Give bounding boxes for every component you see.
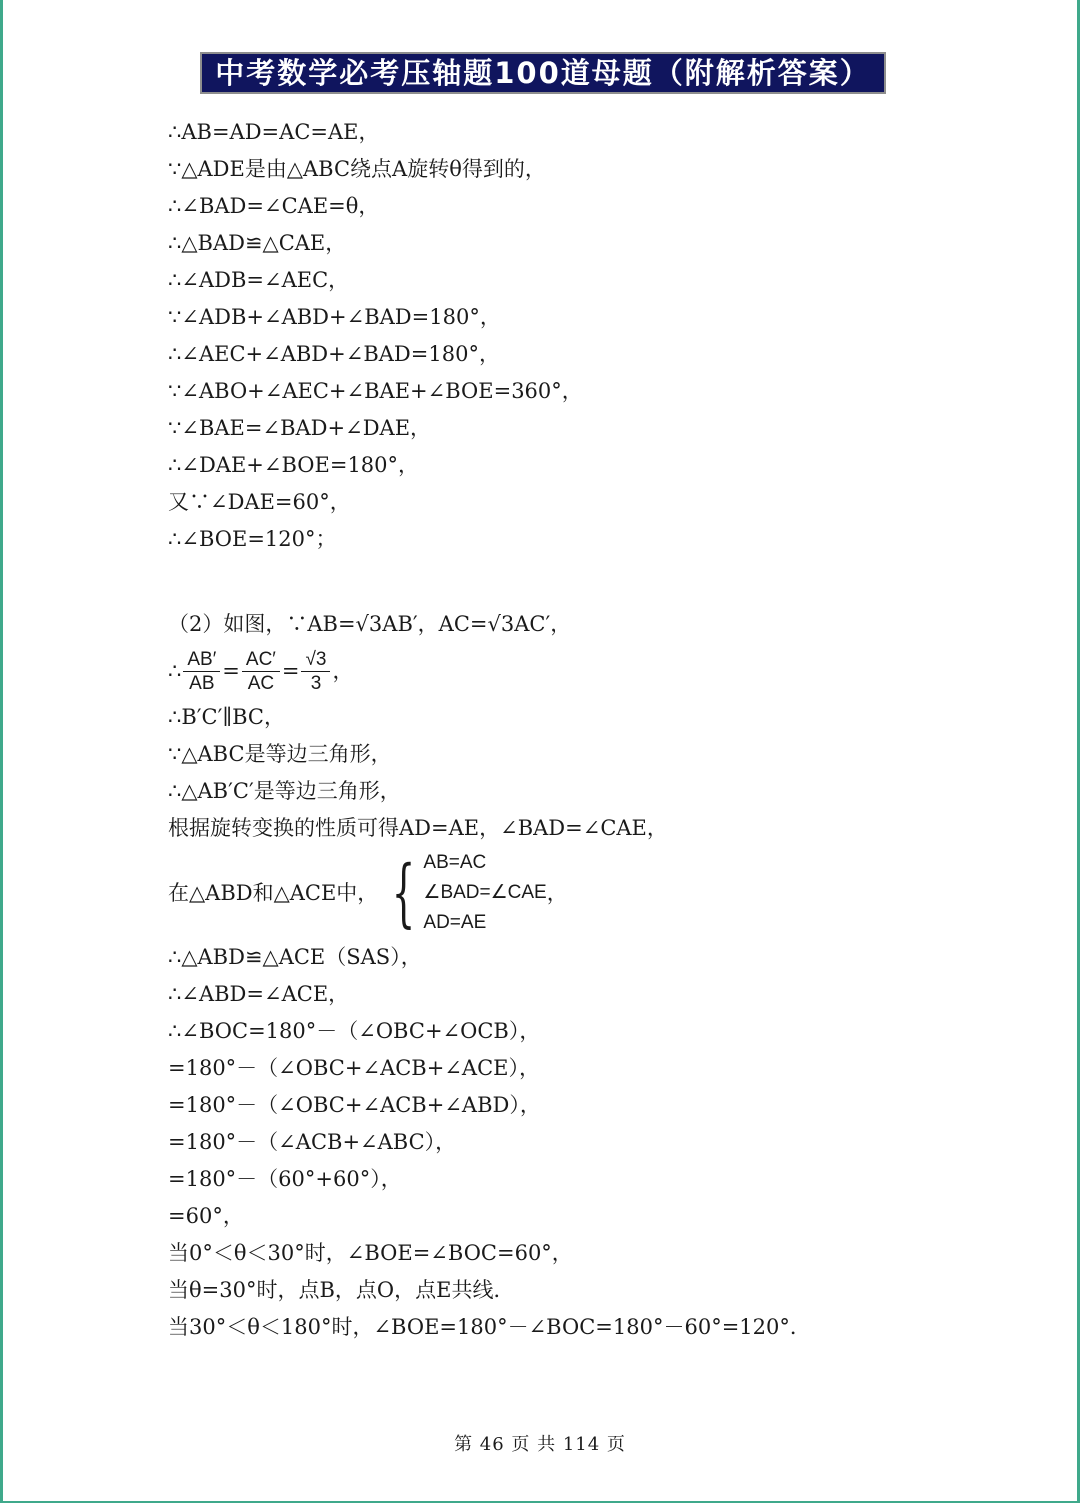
proof-line: ∴∠AEC+∠ABD+∠BAD=180°， xyxy=(168,342,500,366)
page-number: 第 46 页 共 114 页 xyxy=(454,1434,626,1455)
system-row: AD=AE xyxy=(423,912,487,933)
system-row: ∠BAD=∠CAE xyxy=(423,882,547,903)
proof-line: 当0°＜θ＜30°时，∠BOE=∠BOC=60°， xyxy=(168,1241,573,1265)
system-rows xyxy=(423,848,546,938)
proof-line: 又∵∠DAE=60°， xyxy=(168,490,351,514)
equation-system xyxy=(168,847,988,939)
proof-line: ∵△ADE是由△ABC绕点A旋转θ得到的， xyxy=(168,157,546,181)
proof-line: 根据旋转变换的性质可得AD=AE，∠BAD=∠CAE， xyxy=(168,816,668,840)
proof-line: ∵∠ADB+∠ABD+∠BAD=180°， xyxy=(168,305,501,329)
comma: ， xyxy=(332,658,354,683)
proof-line: ∴△AB′C′是等边三角形， xyxy=(168,779,401,803)
fraction-numerator: AC′ xyxy=(242,648,280,672)
proof-line: 当θ=30°时，点B，点O，点E共线． xyxy=(168,1278,515,1302)
brace-symbol: { xyxy=(392,850,416,936)
fraction-numerator: AB′ xyxy=(183,648,220,672)
section-gap xyxy=(168,558,988,606)
proof-line: ∴B′C′∥BC， xyxy=(168,705,285,729)
fraction-ab xyxy=(183,648,220,695)
fraction-denominator: 3 xyxy=(310,672,322,694)
proof-line: ∴AB=AD=AC=AE， xyxy=(168,120,380,144)
equals-sign: = xyxy=(281,658,300,683)
page-title: 中考数学必考压轴题100道母题（附解析答案） xyxy=(215,56,871,90)
proof-line: =180°－（60°+60°）， xyxy=(168,1167,402,1191)
proof-line: =180°－（∠ACB+∠ABC）， xyxy=(168,1130,457,1154)
solution-body xyxy=(168,114,988,1346)
proof-line: =60°， xyxy=(168,1204,244,1228)
comma: ， xyxy=(546,880,568,905)
part2-intro: （2）如图，∵AB=√3AB′，AC=√3AC′， xyxy=(168,612,572,636)
fraction-denominator: AC xyxy=(247,672,275,694)
system-row: AB=AC xyxy=(423,852,487,873)
proof-line: ∴∠DAE+∠BOE=180°， xyxy=(168,453,420,477)
fraction-numerator: √3 xyxy=(301,648,330,672)
proof-line: ∵△ABC是等边三角形， xyxy=(168,742,392,766)
proof-line: ∵∠ABO+∠AEC+∠BAE+∠BOE=360°， xyxy=(168,379,583,403)
equals-sign: = xyxy=(222,658,240,683)
proof-line: ∵∠BAE=∠BAD+∠DAE， xyxy=(168,416,432,440)
proof-line: ∴∠ADB=∠AEC， xyxy=(168,268,350,292)
proof-line: ∴△BAD≌△CAE， xyxy=(168,231,347,255)
fraction-ac xyxy=(242,648,280,695)
proof-line: ∴∠ABD=∠ACE， xyxy=(168,982,350,1006)
ratio-equation xyxy=(168,643,988,699)
proof-line: ∴∠BAD=∠CAE=θ， xyxy=(168,194,380,218)
proof-line: 当30°＜θ＜180°时，∠BOE=180°－∠BOC=180°－60°=120°． xyxy=(168,1315,811,1339)
therefore-symbol: ∴ xyxy=(168,658,182,683)
proof-line: =180°－（∠OBC+∠ACB+∠ACE）， xyxy=(168,1056,540,1080)
system-prefix: 在△ABD和△ACE中， xyxy=(168,880,379,905)
fraction-root3 xyxy=(301,648,330,695)
proof-line: ∴∠BOC=180°－（∠OBC+∠OCB）， xyxy=(168,1019,541,1043)
proof-line: =180°－（∠OBC+∠ACB+∠ABD）， xyxy=(168,1093,541,1117)
proof-line: ∴△ABD≌△ACE（SAS）， xyxy=(168,945,422,969)
title-banner xyxy=(200,52,886,94)
proof-line: ∴∠BOE=120°； xyxy=(168,527,337,551)
fraction-denominator: AB xyxy=(189,672,215,694)
